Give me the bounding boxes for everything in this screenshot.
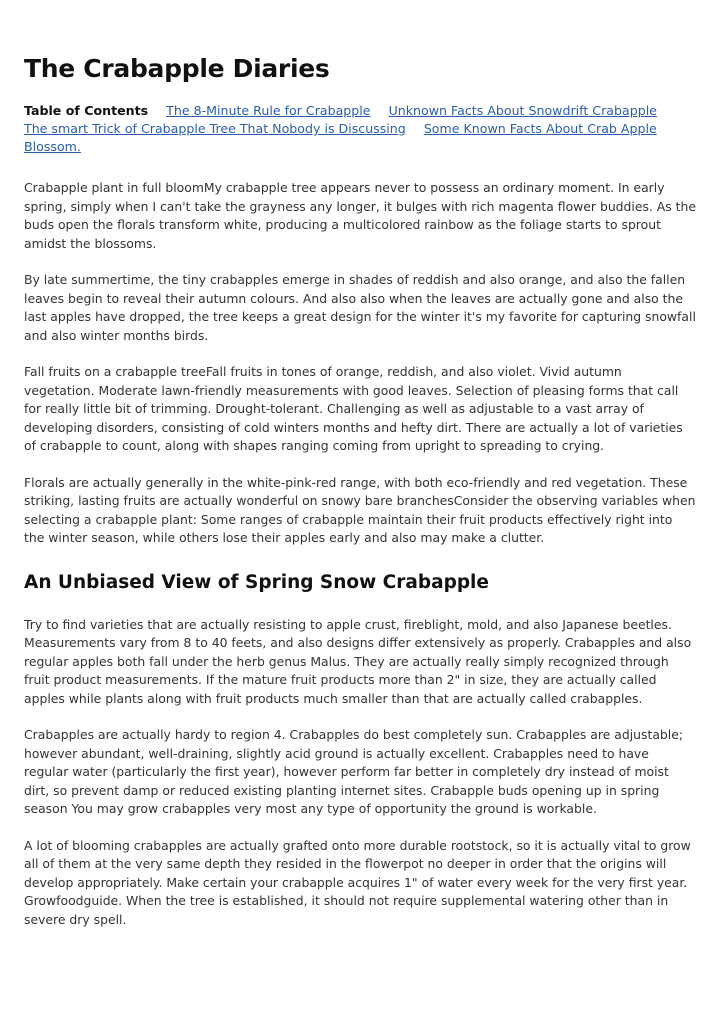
toc-link-crab-apple-blossom[interactable]: Some Known Facts About Crab Apple Blossom. bbox=[24, 121, 657, 154]
body-paragraph: Fall fruits on a crabapple treeFall fruits in tones of orange, reddish, and also violet. Vivid autumn vegetation. Moderate lawn-friendly measurements with good leaves. Selection of pleasing forms that call for really little bit of trimming. Drought-tolerant. Challenging as well as adjustable to a vast array of developing disorders, consisting of cold winters months and hefty dirt. There are actually a lot of varieties of crabapple to count, along with shapes ranging coming from upright to spreading to crying. bbox=[24, 364, 683, 453]
body-paragraph: By late summertime, the tiny crabapples emerge in shades of reddish and also orange, and also the fallen leaves begin to reveal their autumn colours. And also also when the leaves are actually gone and also the last apples have dropped, the tree keeps a great design for the winter it's my favorite for capturing snowfall and also winter months birds. bbox=[24, 272, 696, 343]
body-paragraph: Crabapples are actually hardy to region 4. Crabapples do best completely sun. Crabapples are adjustable; however abundant, well-draining, slightly acid ground is actually excellent. Crabapples need to have regular water (particularly the first year), however perform far better in completely dry instead of moist dirt, so prevent damp or reduced existing planting internet sites. Crabapple buds opening up in spring season You may grow crabapples very most any type of opportunity the ground is workable. bbox=[24, 727, 684, 816]
toc-label: Table of Contents bbox=[24, 103, 149, 118]
body-paragraph: Crabapple plant in full bloomMy crabapple tree appears never to possess an ordinary moment. In early spring, simply when I can't take the grayness any longer, it bulges with rich magenta flower buddies. As the buds open the florals transform white, producing a multicolored rainbow as the foliage starts to sprout amidst the blossoms. bbox=[24, 180, 697, 251]
body-paragraph: A lot of blooming crabapples are actually grafted onto more durable rootstock, so it is actually vital to grow all of them at the very same depth they resided in the flowerpot no deeper in order that the origins will develop appropriately. Make certain your crabapple acquires 1" of water every week for the very first year. Growfoodguide. When the tree is established, it should not require supplemental watering other than in severe dry spell. bbox=[24, 837, 691, 927]
toc-link-smart-trick[interactable]: The smart Trick of Crabapple Tree That Nobody is Discussing bbox=[24, 121, 406, 136]
body-paragraph: Try to find varieties that are actually resisting to apple crust, fireblight, mold, and also Japanese beetles. Measurements vary from 8 to 40 feets, and also designs differ extensively as properly. Crabapples and also regular apples both fall under the herb genus Malus. They are actually really simply recognized through fruit product measurements. If the mature fruit products more than 2" in size, they are actually called apples while plants along with fruit products much smaller than that are actually called crabapples. bbox=[24, 616, 692, 706]
toc-link-8-minute-rule[interactable]: The 8-Minute Rule for Crabapple bbox=[166, 103, 371, 118]
page-title: The Crabapple Diaries bbox=[24, 54, 330, 83]
section-heading: An Unbiased View of Spring Snow Crabapple bbox=[24, 571, 489, 593]
table-of-contents bbox=[24, 102, 696, 156]
toc-link-snowdrift-crabapple[interactable]: Unknown Facts About Snowdrift Crabapple bbox=[388, 103, 657, 118]
body-paragraph: Florals are actually generally in the white-pink-red range, with both eco-friendly and red vegetation. These striking, lasting fruits are actually wonderful on snowy bare branchesConsider the observing variables when selecting a crabapple plant: Some ranges of crabapple maintain their fruit products effectively right into the winter season, while others lose their apples early and also may make a clutter. bbox=[24, 474, 696, 545]
